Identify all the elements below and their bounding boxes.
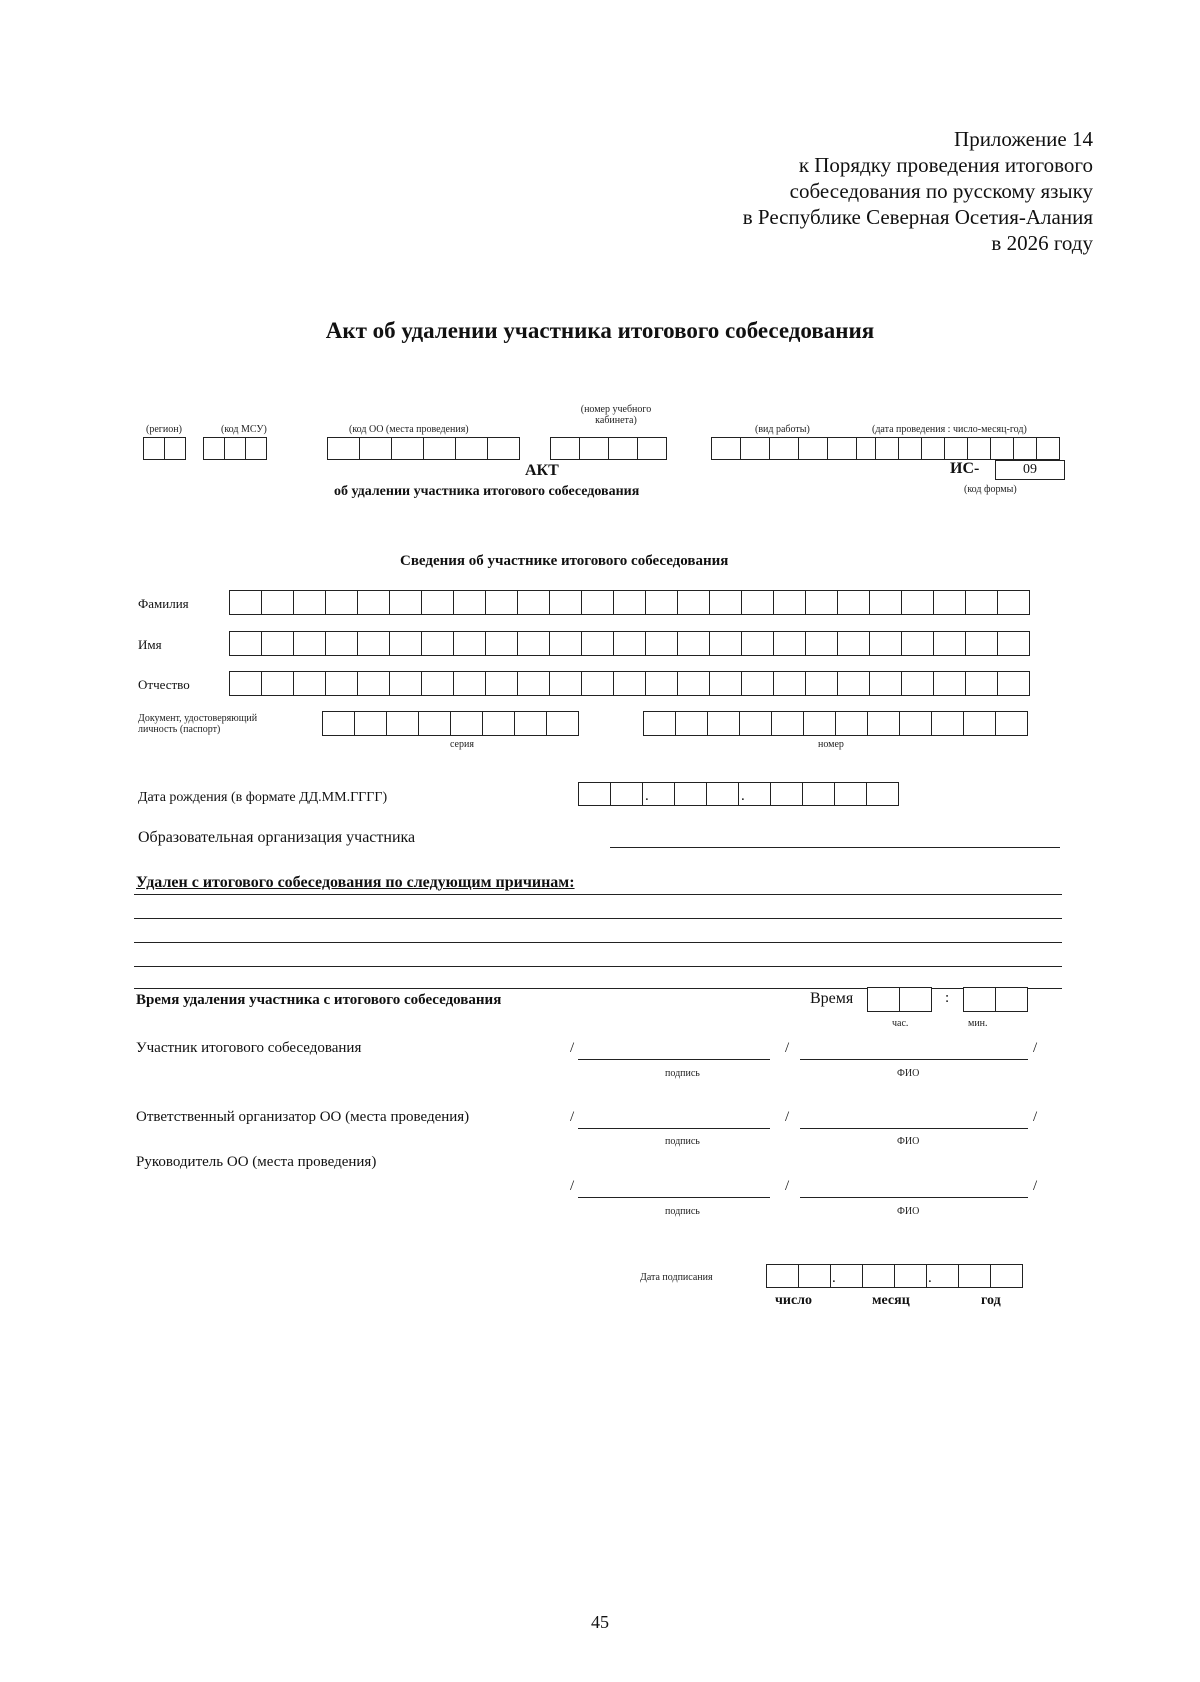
letter-cell[interactable]	[549, 671, 582, 696]
code-cell[interactable]	[550, 437, 580, 460]
organizer-label: Ответственный организатор ОО (места проведения)	[136, 1109, 470, 1125]
slash: /	[785, 1178, 790, 1194]
letter-cell[interactable]	[933, 671, 966, 696]
digit-cell[interactable]	[803, 711, 836, 736]
region-label: (регион)	[146, 424, 182, 435]
act-subtitle: об удалении участника итогового собеседования	[334, 484, 640, 499]
form-code-label: (код формы)	[964, 484, 1017, 495]
code-cell[interactable]	[944, 437, 968, 460]
letter-cell[interactable]	[645, 590, 678, 615]
letter-cell[interactable]	[709, 671, 742, 696]
letter-cell[interactable]	[677, 671, 710, 696]
head-label: Руководитель ОО (места проведения)	[136, 1154, 377, 1170]
slash: /	[570, 1040, 575, 1056]
appendix-line: Приложение 14	[954, 127, 1093, 151]
region-cells[interactable]	[143, 437, 185, 460]
digit-cell[interactable]	[675, 711, 708, 736]
digit-cell[interactable]	[322, 711, 355, 736]
birth-date-label: Дата рождения (в формате ДД.ММ.ГГГГ)	[138, 790, 388, 805]
digit-cell[interactable]	[514, 711, 547, 736]
letter-cell[interactable]	[261, 631, 294, 656]
letter-cell[interactable]	[709, 590, 742, 615]
digit-cell[interactable]	[674, 782, 707, 806]
series-label: серия	[450, 739, 474, 750]
form-code-box: 09	[995, 460, 1065, 480]
signature-label: подпись	[665, 1068, 700, 1079]
head-fio-line[interactable]	[800, 1197, 1028, 1198]
sign-date-cells[interactable]	[766, 1264, 1022, 1288]
appendix-line: в Республике Северная Осетия-Алания	[742, 205, 1093, 229]
letter-cell[interactable]	[997, 590, 1030, 615]
letter-cell[interactable]	[517, 671, 550, 696]
work-cells[interactable]	[711, 437, 885, 460]
appendix-block	[743, 126, 1093, 256]
hours-label: час.	[892, 1018, 909, 1029]
code-cell[interactable]	[359, 437, 392, 460]
letter-cell[interactable]	[741, 631, 774, 656]
form-code-prefix: ИС-	[950, 460, 980, 477]
digit-cell[interactable]	[418, 711, 451, 736]
digit-cell[interactable]	[610, 782, 643, 806]
digit-cell[interactable]	[894, 1264, 927, 1288]
code-cell[interactable]	[245, 437, 267, 460]
letter-cell[interactable]	[485, 590, 518, 615]
signature-label: подпись	[665, 1136, 700, 1147]
slash: /	[785, 1109, 790, 1125]
letter-cell[interactable]	[421, 590, 454, 615]
letter-cell[interactable]	[933, 631, 966, 656]
letter-cell[interactable]	[869, 671, 902, 696]
letter-cell[interactable]	[421, 671, 454, 696]
letter-cell[interactable]	[741, 590, 774, 615]
code-cell[interactable]	[327, 437, 360, 460]
room-label: (номер учебного кабинета)	[580, 404, 652, 426]
letter-cell[interactable]	[581, 590, 614, 615]
letter-cell[interactable]	[357, 671, 390, 696]
digit-cell[interactable]	[707, 711, 740, 736]
digit-cell[interactable]	[643, 711, 676, 736]
patronymic-label: Отчество	[138, 677, 190, 692]
letter-cell[interactable]	[773, 671, 806, 696]
digit-cell[interactable]	[899, 987, 932, 1012]
letter-cell[interactable]	[453, 590, 486, 615]
date-separator: .	[645, 788, 649, 804]
code-cell[interactable]	[224, 437, 246, 460]
letter-cell[interactable]	[389, 590, 422, 615]
digit-cell[interactable]	[834, 782, 867, 806]
date-label: (дата проведения : число-месяц-год)	[872, 424, 1027, 435]
sign-date-label: Дата подписания	[640, 1272, 713, 1283]
oo-cells[interactable]	[327, 437, 519, 460]
msu-cells[interactable]	[203, 437, 266, 460]
letter-cell[interactable]	[613, 590, 646, 615]
page-number: 45	[591, 1612, 609, 1632]
code-cell[interactable]	[455, 437, 488, 460]
letter-cell[interactable]	[293, 590, 326, 615]
letter-cell[interactable]	[229, 671, 262, 696]
digit-cell[interactable]	[354, 711, 387, 736]
reason-line[interactable]	[134, 894, 1062, 895]
reason-line[interactable]	[134, 918, 1062, 919]
letter-cell[interactable]	[709, 631, 742, 656]
name-label: Имя	[138, 637, 162, 652]
digit-cell[interactable]	[706, 782, 739, 806]
letter-cell[interactable]	[741, 671, 774, 696]
month-label: месяц	[872, 1293, 910, 1308]
digit-cell[interactable]	[546, 711, 579, 736]
removal-time-label: Время удаления участника с итогового собеседования	[136, 992, 502, 1008]
digit-cell[interactable]	[963, 987, 996, 1012]
date-separator: .	[928, 1270, 932, 1286]
time-separator: :	[945, 990, 950, 1006]
organizer-signature-line[interactable]	[578, 1128, 770, 1129]
birth-date-cells[interactable]	[578, 782, 898, 806]
letter-cell[interactable]	[805, 671, 838, 696]
slash: /	[1033, 1040, 1038, 1056]
msu-label: (код МСУ)	[221, 424, 267, 435]
reason-line[interactable]	[134, 942, 1062, 943]
letter-cell[interactable]	[325, 590, 358, 615]
letter-cell[interactable]	[901, 590, 934, 615]
surname-cells[interactable]	[229, 590, 1029, 615]
code-cell[interactable]	[921, 437, 945, 460]
head-signature-line[interactable]	[578, 1197, 770, 1198]
letter-cell[interactable]	[485, 631, 518, 656]
room-cells[interactable]	[550, 437, 666, 460]
digit-cell[interactable]	[482, 711, 515, 736]
code-cell[interactable]	[1013, 437, 1037, 460]
digit-cell[interactable]	[899, 711, 932, 736]
reason-line[interactable]	[134, 966, 1062, 967]
letter-cell[interactable]	[229, 590, 262, 615]
letter-cell[interactable]	[773, 590, 806, 615]
participant-fio-line[interactable]	[800, 1059, 1028, 1060]
code-cell[interactable]	[143, 437, 165, 460]
letter-cell[interactable]	[965, 590, 998, 615]
digit-cell[interactable]	[739, 711, 772, 736]
digit-cell[interactable]	[958, 1264, 991, 1288]
digit-cell[interactable]	[766, 1264, 799, 1288]
digit-cell[interactable]	[450, 711, 483, 736]
appendix-line: в 2026 году	[991, 231, 1093, 255]
letter-cell[interactable]	[901, 671, 934, 696]
slash: /	[570, 1109, 575, 1125]
fio-label: ФИО	[897, 1136, 920, 1147]
code-cell[interactable]	[875, 437, 899, 460]
work-label: (вид работы)	[755, 424, 810, 435]
code-cell[interactable]	[769, 437, 799, 460]
letter-cell[interactable]	[869, 631, 902, 656]
letter-cell[interactable]	[869, 590, 902, 615]
number-label: номер	[818, 739, 844, 750]
document-label: Документ, удостоверяющий личность (паспорт)	[138, 713, 258, 735]
code-cell[interactable]	[391, 437, 424, 460]
letter-cell[interactable]	[229, 631, 262, 656]
letter-cell[interactable]	[453, 631, 486, 656]
code-cell[interactable]	[827, 437, 857, 460]
letter-cell[interactable]	[325, 671, 358, 696]
code-cell[interactable]	[898, 437, 922, 460]
org-label: Образовательная организация участника	[138, 829, 416, 846]
code-cell[interactable]	[637, 437, 667, 460]
code-cell[interactable]	[1036, 437, 1060, 460]
day-label: число	[775, 1293, 813, 1308]
code-cell[interactable]	[423, 437, 456, 460]
code-cell[interactable]	[740, 437, 770, 460]
appendix-line: к Порядку проведения итогового	[798, 153, 1093, 177]
digit-cell[interactable]	[866, 782, 899, 806]
slash: /	[1033, 1178, 1038, 1194]
digit-cell[interactable]	[931, 711, 964, 736]
code-cell[interactable]	[203, 437, 225, 460]
code-cell[interactable]	[798, 437, 828, 460]
letter-cell[interactable]	[389, 671, 422, 696]
code-cell[interactable]	[990, 437, 1014, 460]
letter-cell[interactable]	[517, 590, 550, 615]
hours-cells[interactable]	[867, 987, 931, 1012]
digit-cell[interactable]	[867, 987, 900, 1012]
code-cell[interactable]	[487, 437, 520, 460]
code-cell[interactable]	[579, 437, 609, 460]
code-cell[interactable]	[608, 437, 638, 460]
date-separator: .	[741, 788, 745, 804]
date-separator: .	[832, 1270, 836, 1286]
code-cell[interactable]	[967, 437, 991, 460]
appendix-line: собеседования по русскому языку	[789, 179, 1093, 203]
letter-cell[interactable]	[357, 590, 390, 615]
letter-cell[interactable]	[389, 631, 422, 656]
participant-label: Участник итогового собеседования	[136, 1040, 362, 1056]
letter-cell[interactable]	[581, 671, 614, 696]
digit-cell[interactable]	[867, 711, 900, 736]
letter-cell[interactable]	[965, 631, 998, 656]
minutes-label: мин.	[968, 1018, 988, 1029]
letter-cell[interactable]	[293, 671, 326, 696]
letter-cell[interactable]	[261, 590, 294, 615]
letter-cell[interactable]	[645, 631, 678, 656]
digit-cell[interactable]	[835, 711, 868, 736]
letter-cell[interactable]	[773, 631, 806, 656]
digit-cell[interactable]	[798, 1264, 831, 1288]
digit-cell[interactable]	[995, 711, 1028, 736]
digit-cell[interactable]	[770, 782, 803, 806]
slash: /	[785, 1040, 790, 1056]
digit-cell[interactable]	[990, 1264, 1023, 1288]
section-title: Сведения об участнике итогового собеседования	[400, 553, 729, 569]
letter-cell[interactable]	[325, 631, 358, 656]
letter-cell[interactable]	[613, 671, 646, 696]
letter-cell[interactable]	[645, 671, 678, 696]
letter-cell[interactable]	[261, 671, 294, 696]
letter-cell[interactable]	[549, 590, 582, 615]
document-title: Акт об удалении участника итогового собеседования	[325, 318, 875, 343]
org-line[interactable]	[610, 847, 1060, 848]
letter-cell[interactable]	[997, 671, 1030, 696]
patronymic-cells[interactable]	[229, 671, 1029, 696]
date-cells[interactable]	[875, 437, 1059, 460]
digit-cell[interactable]	[963, 711, 996, 736]
fio-label: ФИО	[897, 1206, 920, 1217]
letter-cell[interactable]	[549, 631, 582, 656]
digit-cell[interactable]	[802, 782, 835, 806]
organizer-fio-line[interactable]	[800, 1128, 1028, 1129]
reasons-label: Удален с итогового собеседования по следующим причинам:	[136, 874, 575, 891]
letter-cell[interactable]	[485, 671, 518, 696]
letter-cell[interactable]	[997, 631, 1030, 656]
letter-cell[interactable]	[933, 590, 966, 615]
letter-cell[interactable]	[517, 631, 550, 656]
letter-cell[interactable]	[837, 590, 870, 615]
letter-cell[interactable]	[613, 631, 646, 656]
digit-cell[interactable]	[578, 782, 611, 806]
digit-cell[interactable]	[771, 711, 804, 736]
letter-cell[interactable]	[581, 631, 614, 656]
time-label: Время	[810, 990, 854, 1007]
surname-label: Фамилия	[138, 596, 189, 611]
letter-cell[interactable]	[837, 671, 870, 696]
passport-series-cells[interactable]	[322, 711, 578, 736]
code-cell[interactable]	[164, 437, 186, 460]
digit-cell[interactable]	[862, 1264, 895, 1288]
participant-signature-line[interactable]	[578, 1059, 770, 1060]
code-cell[interactable]	[711, 437, 741, 460]
letter-cell[interactable]	[965, 671, 998, 696]
signature-label: подпись	[665, 1206, 700, 1217]
slash: /	[1033, 1109, 1038, 1125]
oo-label: (код ОО (места проведения)	[349, 424, 469, 435]
act-title: АКТ	[525, 462, 559, 479]
letter-cell[interactable]	[805, 631, 838, 656]
year-label: год	[981, 1293, 1001, 1308]
letter-cell[interactable]	[293, 631, 326, 656]
letter-cell[interactable]	[805, 590, 838, 615]
letter-cell[interactable]	[677, 590, 710, 615]
letter-cell[interactable]	[453, 671, 486, 696]
slash: /	[570, 1178, 575, 1194]
passport-number-cells[interactable]	[643, 711, 1027, 736]
letter-cell[interactable]	[357, 631, 390, 656]
letter-cell[interactable]	[421, 631, 454, 656]
fio-label: ФИО	[897, 1068, 920, 1079]
letter-cell[interactable]	[677, 631, 710, 656]
name-cells[interactable]	[229, 631, 1029, 656]
minutes-cells[interactable]	[963, 987, 1027, 1012]
letter-cell[interactable]	[901, 631, 934, 656]
letter-cell[interactable]	[837, 631, 870, 656]
digit-cell[interactable]	[386, 711, 419, 736]
digit-cell[interactable]	[995, 987, 1028, 1012]
